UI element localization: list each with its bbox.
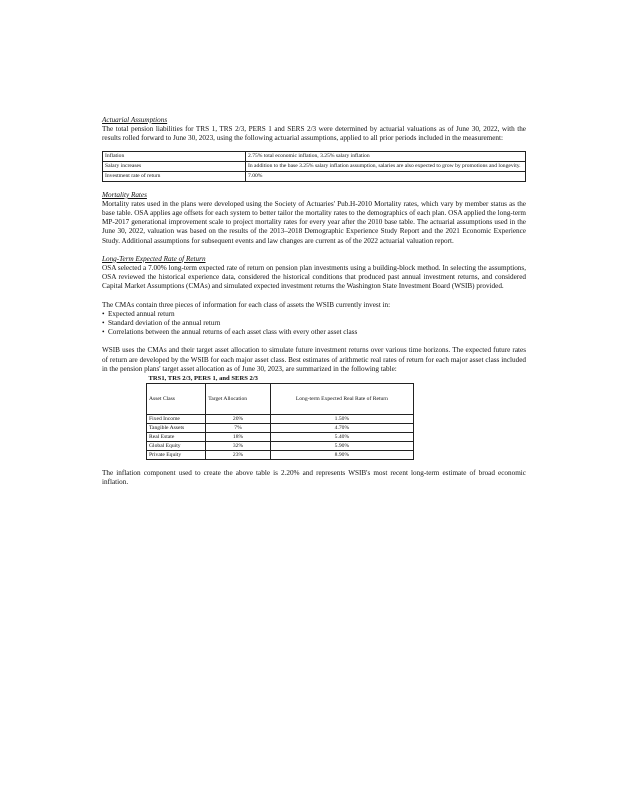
allocation-cell: 23% — [206, 451, 271, 460]
table-row — [147, 451, 414, 460]
assumption-value: In addition to the base 3.25% salary inflation assumption, salaries are also expected to grow by promotions and longevity. — [246, 161, 526, 171]
table-row — [103, 161, 526, 171]
cma-bullet-list — [102, 310, 526, 338]
mortality-heading: Mortality Rates — [102, 190, 147, 199]
cma-intro: The CMAs contain three pieces of information for each class of assets the WSIB currently invest in: — [102, 300, 391, 309]
table-row — [147, 433, 414, 442]
asset-class-cell: Global Equity — [147, 442, 206, 451]
long-term-heading: Long-Term Expected Rate of Return — [102, 254, 206, 263]
assumption-label: Inflation — [103, 151, 246, 161]
asset-class-cell: Tangible Assets — [147, 424, 206, 433]
return-cell: 8.90% — [270, 451, 413, 460]
mortality-paragraph: Mortality rates used in the plans were developed using the Society of Actuaries' Pub.H-2010 Mortality rates, which vary by member status as the base table. OSA applies age offsets for each system to better tailor the mortality rates to the demographics of each plan. OSA applied the long-term MP-2017 generational improvement scale to project mortality rates for every year after the 2010 base table. The actuarial assumptions used in the June 30, 2022, valuation was based on the results of the 2013–2018 Demographic Experience Study Report and the 2021 Economic Experience Study. Additional assumptions for subsequent events and law changes are current as of the 2022 actuarial valuation report. — [102, 199, 526, 245]
allocation-cell: 18% — [206, 433, 271, 442]
col-header-expected-return: Long-term Expected Real Rate of Return — [270, 384, 413, 415]
return-cell: 5.90% — [270, 442, 413, 451]
table-row — [147, 415, 414, 424]
list-item: • Expected annual return — [102, 310, 526, 319]
assumption-value: 7.00% — [246, 171, 526, 181]
inflation-note: The inflation component used to create the above table is 2.20% and represents WSIB's most recent long-term estimate of broad economic inflation. — [102, 469, 526, 487]
asset-class-cell: Real Estate — [147, 433, 206, 442]
table-row — [103, 151, 526, 161]
long-term-paragraph: OSA selected a 7.00% long-term expected rate of return on pension plan investments using a building-block method. In selecting the assumptions, OSA reviewed the historical experience data, considered the historical conditions that produced past annual investment returns, and considered Capital Market Assumptions (CMAs) and simulated expected investment returns the Washington State Investment Board (WSIB) provided. — [102, 264, 526, 291]
table-row — [147, 442, 414, 451]
list-item: • Correlations between the annual returns of each asset class with every other asset class — [102, 328, 526, 337]
actuarial-paragraph: The total pension liabilities for TRS 1, TRS 2/3, PERS 1 and SERS 2/3 were determined by actuarial valuations as of June 30, 2022, with the results rolled forward to June 30, 2023, using the following actuarial assumptions, applied to all prior periods included in the measurement: — [102, 125, 526, 143]
list-item: • Standard deviation of the annual return — [102, 319, 526, 328]
assumptions-table — [102, 151, 526, 182]
assumption-label: Salary increases — [103, 161, 246, 171]
asset-class-cell: Private Equity — [147, 451, 206, 460]
document-page — [102, 116, 526, 487]
table-row — [147, 424, 414, 433]
cma-table-caption: TRS1, TRS 2/3, PERS 1, and SERS 2/3 — [148, 374, 258, 382]
col-header-target-allocation: Target Allocation — [206, 384, 271, 415]
allocation-cell: 7% — [206, 424, 271, 433]
actuarial-heading: Actuarial Assumptions — [102, 116, 168, 124]
table-row — [103, 171, 526, 181]
return-cell: 1.50% — [270, 415, 413, 424]
allocation-cell: 20% — [206, 415, 271, 424]
cma-table — [146, 374, 414, 460]
allocation-cell: 32% — [206, 442, 271, 451]
assumption-value: 2.75% total economic inflation, 3.25% salary inflation — [246, 151, 526, 161]
wsib-paragraph: WSIB uses the CMAs and their target asset allocation to simulate future investment returns over various time horizons. The expected future rates of return are developed by the WSIB for each major asset class. Best estimates of arithmetic real rates of return for each major asset class included in the pension plans' target asset allocation as of June 30, 2023, are summarized in the following table: — [102, 346, 526, 373]
table-header-row — [147, 384, 414, 415]
return-cell: 4.70% — [270, 424, 413, 433]
col-header-asset-class: Asset Class — [147, 384, 206, 415]
assumption-label: Investment rate of return — [103, 171, 246, 181]
asset-class-cell: Fixed Income — [147, 415, 206, 424]
return-cell: 5.40% — [270, 433, 413, 442]
